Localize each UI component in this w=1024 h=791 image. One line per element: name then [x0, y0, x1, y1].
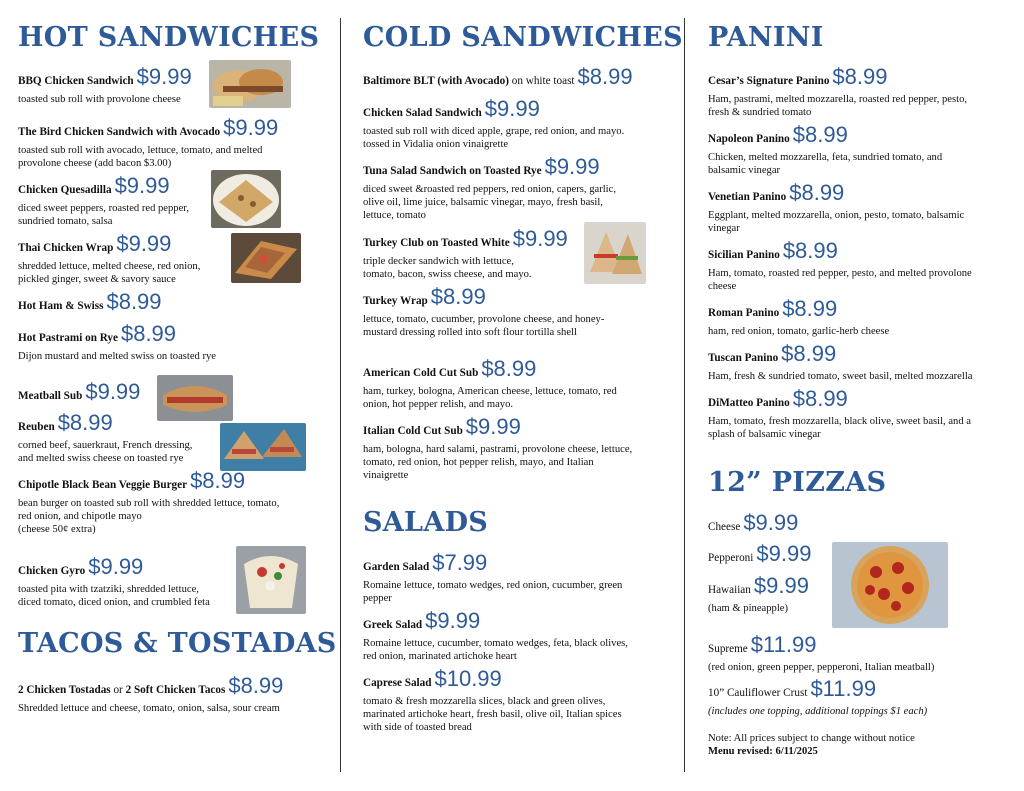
menu-item-sicilian-panino: [708, 240, 1008, 293]
item-desc: pickled ginger, sweet & savory sauce: [18, 274, 176, 285]
item-price: $8.99: [120, 321, 177, 346]
item-price: $9.99: [544, 154, 600, 179]
item-name-tostadas: 2 Chicken Tostadas: [18, 684, 111, 696]
item-name: Caprese Salad: [363, 677, 432, 689]
panini-heading: PANINI: [708, 22, 824, 53]
item-desc: balsamic vinegar: [708, 165, 781, 176]
menu-item-american-cold-cut: [363, 358, 663, 411]
item-price: $11.99: [810, 676, 877, 701]
item-desc: tomato & fresh mozzarella slices, black and green olives,: [363, 696, 606, 707]
item-price: $10.99: [434, 666, 502, 691]
item-name: Napoleon Panino: [708, 133, 790, 145]
item-name: Chicken Salad Sandwich: [363, 107, 482, 119]
item-price: $8.99: [190, 468, 246, 493]
item-name: Garden Salad: [363, 561, 430, 573]
item-desc: Ham, pastrami, melted mozzarella, roasted red pepper, pesto,: [708, 94, 968, 105]
item-desc: toasted sub roll with provolone cheese: [18, 94, 181, 105]
item-price: $8.99: [832, 64, 888, 89]
column-divider: [340, 18, 341, 772]
panini-pizza-column: [708, 0, 1008, 791]
item-name: BBQ Chicken Sandwich: [18, 75, 134, 87]
reuben-photo: [220, 423, 306, 471]
item-name: Baltimore BLT (with Avocado): [363, 75, 509, 87]
hot-sandwiches-heading: HOT SANDWICHES: [18, 22, 320, 53]
item-desc: shredded lettuce, melted cheese, red onion,: [18, 261, 201, 272]
item-desc: lettuce, tomato, cucumber, provolone cheese, and honey-: [363, 314, 605, 325]
menu-item-hot-ham-swiss: [18, 291, 318, 313]
item-desc: tomato, red onion, hot pepper relish, mayo, and Italian: [363, 457, 594, 468]
menu-item-caprese-salad: [363, 668, 663, 734]
item-name: Venetian Panino: [708, 191, 787, 203]
cauliflower-note: (includes one topping, additional toppings $1 each): [708, 706, 928, 717]
item-desc: Shredded lettuce and cheese, tomato, onion, salsa, sour cream: [18, 703, 280, 714]
item-name: Meatball Sub: [18, 390, 83, 402]
menu-item-baltimore-blt: [363, 66, 663, 88]
item-price: $8.99: [481, 356, 537, 381]
item-name: Chipotle Black Bean Veggie Burger: [18, 479, 188, 491]
item-desc: with side of toasted bread: [363, 722, 472, 733]
menu-item-venetian-panino: [708, 182, 1008, 235]
item-price: $8.99: [792, 386, 848, 411]
item-name: Cheese: [708, 521, 741, 533]
item-desc: pepper: [363, 593, 392, 604]
item-desc: ham, turkey, bologna, American cheese, lettuce, tomato, red: [363, 386, 617, 397]
item-price: $11.99: [750, 632, 817, 657]
item-desc: Chicken, melted mozzarella, feta, sundried tomato, and: [708, 152, 943, 163]
item-name: Reuben: [18, 421, 55, 433]
menu-item-chicken-salad-sandwich: [363, 98, 663, 151]
item-name: Chicken Quesadilla: [18, 184, 112, 196]
item-price: $9.99: [425, 608, 481, 633]
item-name: Thai Chicken Wrap: [18, 242, 114, 254]
quesadilla-photo: [211, 170, 281, 228]
menu-item-bird-chicken: [18, 117, 318, 170]
item-desc: tossed in Vidalia onion vinaigrette: [363, 139, 509, 150]
menu-item-supreme-pizza: [708, 634, 1008, 674]
item-desc: diced sweet peppers, roasted red pepper,: [18, 203, 190, 214]
item-or: or: [110, 684, 126, 696]
item-desc: toasted sub roll with diced apple, grape, red onion, and mayo.: [363, 126, 625, 137]
bbq-sandwich-photo: [209, 60, 291, 108]
item-name: Italian Cold Cut Sub: [363, 425, 463, 437]
item-price: $9.99: [465, 414, 521, 439]
item-name: The Bird Chicken Sandwich with Avocado: [18, 126, 221, 138]
item-sub: on white toast: [508, 75, 575, 87]
item-desc: vinaigrette: [363, 470, 409, 481]
item-name: Roman Panino: [708, 307, 780, 319]
tacos-tostadas-heading: TACOS & TOSTADAS: [18, 628, 337, 659]
item-name: Chicken Gyro: [18, 565, 86, 577]
item-name: Turkey Club on Toasted White: [363, 237, 510, 249]
menu-item-napoleon-panino: [708, 124, 1008, 177]
item-price: $9.99: [512, 226, 568, 251]
item-desc: Ham, tomato, roasted red pepper, pesto, and melted provolone: [708, 268, 972, 279]
item-price: $9.99: [136, 64, 192, 89]
item-desc: corned beef, sauerkraut, French dressing,: [18, 440, 193, 451]
item-price: $9.99: [756, 541, 812, 566]
item-desc: mustard dressing rolled into soft flour tortilla shell: [363, 327, 577, 338]
item-desc: fresh & sundried tomato: [708, 107, 812, 118]
price-change-note: Note: All prices subject to change without notice: [708, 733, 915, 744]
menu-item-greek-salad: [363, 610, 663, 663]
item-desc: splash of balsamic vinegar: [708, 429, 821, 440]
menu-item-tuna-salad-sandwich: [363, 156, 663, 222]
item-price: $8.99: [782, 238, 838, 263]
item-desc: toasted pita with tzatziki, shredded lettuce,: [18, 584, 199, 595]
cold-sandwiches-column: [363, 0, 683, 791]
hot-sandwiches-column: [18, 0, 337, 791]
item-desc: provolone cheese (add bacon $3.00): [18, 158, 172, 169]
item-desc: olive oil, lime juice, balsamic vinegar, mayo, fresh basil,: [363, 197, 603, 208]
menu-item-cheese-pizza: [708, 512, 1008, 534]
item-name: Hawaiian: [708, 584, 751, 596]
item-desc: (cheese 50¢ extra): [18, 524, 96, 535]
menu-item-turkey-wrap: [363, 286, 663, 339]
item-desc: and melted swiss cheese on toasted rye: [18, 453, 184, 464]
item-name: Hot Ham & Swiss: [18, 300, 104, 312]
menu-item-cauliflower-crust: [708, 678, 1008, 718]
pizza-photo: [832, 542, 948, 628]
item-desc: lettuce, tomato: [363, 210, 426, 221]
menu-item-veggie-burger: [18, 470, 318, 536]
item-price: $9.99: [88, 554, 144, 579]
item-name: Hot Pastrami on Rye: [18, 332, 118, 344]
item-name: Tuna Salad Sandwich on Toasted Rye: [363, 165, 542, 177]
item-desc: Romaine lettuce, cucumber, tomato wedges, feta, black olives,: [363, 638, 628, 649]
item-name: Cesar’s Signature Panino: [708, 75, 830, 87]
item-price: $8.99: [789, 180, 845, 205]
item-name-tacos: 2 Soft Chicken Tacos: [125, 684, 226, 696]
column-divider: [684, 18, 685, 772]
menu-item-garden-salad: [363, 552, 663, 605]
item-desc: (ham & pineapple): [708, 603, 789, 614]
item-price: $8.99: [430, 284, 486, 309]
item-desc: diced sweet &roasted red peppers, red onion, capers, garlic,: [363, 184, 616, 195]
item-price: $9.99: [85, 379, 141, 404]
salads-heading: SALADS: [363, 507, 489, 538]
item-desc: Romaine lettuce, tomato wedges, red onion, cucumber, green: [363, 580, 623, 591]
item-desc: red onion, and chipotle mayo: [18, 511, 142, 522]
item-price: $8.99: [792, 122, 848, 147]
item-price: $8.99: [228, 673, 284, 698]
gyro-photo: [236, 546, 306, 614]
menu-item-cesar-panino: [708, 66, 1008, 119]
menu-item-italian-cold-cut: [363, 416, 663, 482]
pizzas-heading: 12” PIZZAS: [708, 467, 887, 498]
item-desc: tomato, bacon, swiss cheese, and mayo.: [363, 269, 532, 280]
item-price: $8.99: [781, 341, 837, 366]
item-price: $9.99: [753, 573, 809, 598]
item-name: Greek Salad: [363, 619, 423, 631]
item-price: $8.99: [57, 410, 113, 435]
item-price: $8.99: [782, 296, 838, 321]
turkey-club-photo: [584, 222, 646, 284]
thai-wrap-photo: [231, 233, 301, 283]
item-desc: marinated artichoke heart, fresh basil, olive oil, Italian spices: [363, 709, 622, 720]
item-price: $9.99: [114, 173, 170, 198]
item-desc: bean burger on toasted sub roll with shredded lettuce, tomato,: [18, 498, 280, 509]
item-desc: red onion, marinated artichoke heart: [363, 651, 517, 662]
item-desc: diced tomato, diced onion, and crumbled feta: [18, 597, 210, 608]
item-desc: sundried tomato, salsa: [18, 216, 113, 227]
item-desc: ham, bologna, hard salami, pastrami, provolone cheese, lettuce,: [363, 444, 633, 455]
item-name: Tuscan Panino: [708, 352, 779, 364]
menu-item-tostadas-tacos: [18, 675, 318, 715]
item-desc: cheese: [708, 281, 737, 292]
menu-item-dimatteo-panino: [708, 388, 1008, 441]
item-desc: ham, red onion, tomato, garlic-herb cheese: [708, 326, 890, 337]
item-price: $9.99: [484, 96, 540, 121]
menu-revised-date: Menu revised: 6/11/2025: [708, 746, 818, 757]
item-price: $8.99: [577, 64, 633, 89]
item-name: Pepperoni: [708, 552, 754, 564]
item-desc: Ham, fresh & sundried tomato, sweet basil, melted mozzarella: [708, 371, 973, 382]
item-desc: toasted sub roll with avocado, lettuce, tomato, and melted: [18, 145, 263, 156]
item-desc: onion, hot pepper relish, and mayo.: [363, 399, 514, 410]
cold-sandwiches-heading: COLD SANDWICHES: [363, 22, 683, 53]
item-name: 10” Cauliflower Crust: [708, 687, 808, 699]
item-name: Sicilian Panino: [708, 249, 780, 261]
item-desc: (red onion, green pepper, pepperoni, Italian meatball): [708, 662, 935, 673]
item-desc: vinegar: [708, 223, 740, 234]
menu-item-hot-pastrami: [18, 323, 318, 363]
item-desc: Ham, tomato, fresh mozzarella, black olive, sweet basil, and a: [708, 416, 971, 427]
menu-item-tuscan-panino: [708, 343, 1008, 383]
item-name: Supreme: [708, 643, 748, 655]
item-name: American Cold Cut Sub: [363, 367, 479, 379]
item-price: $9.99: [743, 510, 799, 535]
item-name: DiMatteo Panino: [708, 397, 790, 409]
item-price: $7.99: [432, 550, 488, 575]
menu-item-roman-panino: [708, 298, 1008, 338]
item-desc: Dijon mustard and melted swiss on toasted rye: [18, 351, 217, 362]
item-name: Turkey Wrap: [363, 295, 428, 307]
item-desc: triple decker sandwich with lettuce,: [363, 256, 514, 267]
item-price: $9.99: [223, 115, 279, 140]
item-price: $9.99: [116, 231, 172, 256]
item-desc: Eggplant, melted mozzarella, onion, pesto, tomato, balsamic: [708, 210, 965, 221]
item-price: $8.99: [106, 289, 162, 314]
